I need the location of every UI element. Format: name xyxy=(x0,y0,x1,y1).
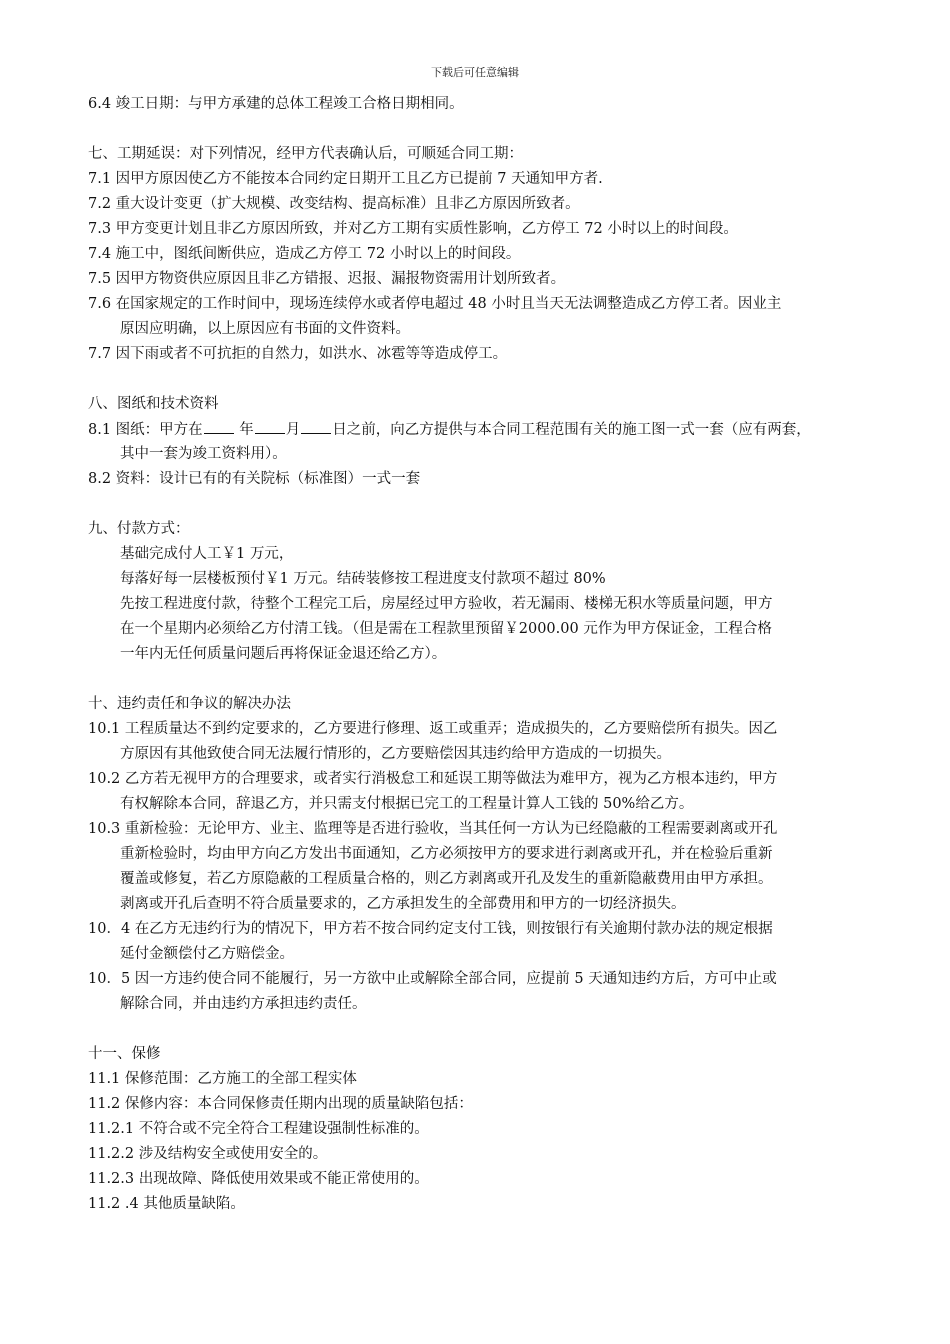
clause-6-4: 6.4 竣工日期：与甲方承建的总体工程竣工合格日期相同。 xyxy=(88,96,464,112)
spacer xyxy=(88,492,888,517)
clause-11-2: 11.2 保修内容：本合同保修责任期内出现的质量缺陷包括： xyxy=(88,1096,473,1112)
clause-8-1 xyxy=(88,417,888,442)
section-7-title: 七、工期延误：对下列情况，经甲方代表确认后，可顺延合同工期： xyxy=(88,146,523,162)
contract-document xyxy=(88,92,888,1217)
clause-7-6-cont: 原因应明确，以上原因应有书面的文件资料。 xyxy=(120,321,410,337)
clause-11-2-2: 11.2.2 涉及结构安全或使用安全的。 xyxy=(88,1146,328,1162)
clause-8-1-suffix: 日之前，向乙方提供与本合同工程范围有关的施工图一式一套（应有两套， xyxy=(332,422,811,438)
clause-10-4: 10．4 在乙方无违约行为的情况下，甲方若不按合同约定支付工钱，则按银行有关逾期付款办法的规定根据 xyxy=(88,921,773,937)
clause-8-1-cont: 其中一套为竣工资料用）。 xyxy=(120,446,287,462)
clause-11-1: 11.1 保修范围：乙方施工的全部工程实体 xyxy=(88,1071,357,1087)
clause-7-6: 7.6 在国家规定的工作时间中，现场连续停水或者停电超过 48 小时且当天无法调整造成乙方停工者。因业主 xyxy=(88,296,782,312)
clause-11-2-1: 11.2.1 不符合或不完全符合工程建设强制性标准的。 xyxy=(88,1121,429,1137)
day-blank xyxy=(301,417,331,434)
section-11-title: 十一、保修 xyxy=(88,1046,161,1062)
spacer xyxy=(88,1017,888,1042)
clause-7-4: 7.4 施工中，图纸间断供应，造成乙方停工 72 小时以上的时间段。 xyxy=(88,246,521,262)
section-9-title: 九、付款方式： xyxy=(88,521,190,537)
spacer xyxy=(88,117,888,142)
clause-10-3: 10.3 重新检验：无论甲方、业主、监理等是否进行验收，当其任何一方认为已经隐蔽的工程需要剥离或开孔 xyxy=(88,821,778,837)
clause-8-2: 8.2 资料：设计已有的有关院标（标准图）一式一套 xyxy=(88,471,421,487)
spacer xyxy=(88,367,888,392)
clause-10-5-cont: 解除合同，并由违约方承担违约责任。 xyxy=(120,996,367,1012)
clause-10-2-cont: 有权解除本合同，辞退乙方，并只需支付根据已完工的工程量计算人工钱的 50%给乙方。 xyxy=(120,796,694,812)
section-10-title: 十、违约责任和争议的解决办法 xyxy=(88,696,291,712)
month-blank xyxy=(255,417,285,434)
year-blank xyxy=(204,417,234,434)
page-header: 下载后可任意编辑 xyxy=(431,66,519,79)
clause-10-5: 10．5 因一方违约使合同不能履行，另一方欲中止或解除全部合同，应提前 5 天通知违约方后，方可中止或 xyxy=(88,971,777,987)
clause-10-1: 10.1 工程质量达不到约定要求的，乙方要进行修理、返工或重弄；造成损失的，乙方要赔偿所有损失。因乙 xyxy=(88,721,778,737)
payment-1: 基础完成付人工￥1 万元， xyxy=(120,546,294,562)
clause-7-3: 7.3 甲方变更计划且非乙方原因所致，并对乙方工期有实质性影响，乙方停工 72 小时以上的时间段。 xyxy=(88,221,738,237)
payment-3-cont2: 一年内无任何质量问题后再将保证金退还给乙方）。 xyxy=(120,646,447,662)
clause-10-3-cont2: 覆盖或修复，若乙方原隐蔽的工程质量合格的，则乙方剥离或开孔及发生的重新隐蔽费用由甲方承担。 xyxy=(120,871,773,887)
payment-3-cont: 在一个星期内必须给乙方付清工钱。（但是需在工程款里预留￥2000.00 元作为甲方保证金，工程合格 xyxy=(120,621,772,637)
clause-10-2: 10.2 乙方若无视甲方的合理要求，或者实行消极怠工和延误工期等做法为难甲方，视为乙方根本违约，甲方 xyxy=(88,771,778,787)
clause-11-2-4: 11.2 .4 其他质量缺陷。 xyxy=(88,1196,245,1212)
month-label: 月 xyxy=(285,422,301,438)
clause-10-3-cont3: 剥离或开孔后查明不符合质量要求的，乙方承担发生的全部费用和甲方的一切经济损失。 xyxy=(120,896,686,912)
clause-11-2-3: 11.2.3 出现故障、降低使用效果或不能正常使用的。 xyxy=(88,1171,429,1187)
section-8-title: 八、图纸和技术资料 xyxy=(88,396,219,412)
clause-10-4-cont: 延付金额偿付乙方赔偿金。 xyxy=(120,946,294,962)
year-label: 年 xyxy=(239,422,254,438)
clause-7-7: 7.7 因下雨或者不可抗拒的自然力，如洪水、冰雹等等造成停工。 xyxy=(88,346,508,362)
clause-8-1-prefix: 8.1 图纸：甲方在 xyxy=(88,422,203,438)
spacer xyxy=(88,667,888,692)
payment-2: 每落好每一层楼板预付￥1 万元。结砖装修按工程进度支付款项不超过 80% xyxy=(120,571,606,587)
clause-7-2: 7.2 重大设计变更（扩大规模、改变结构、提高标准）且非乙方原因所致者。 xyxy=(88,196,580,212)
clause-7-1: 7.1 因甲方原因使乙方不能按本合同约定日期开工且乙方已提前 7 天通知甲方者. xyxy=(88,171,603,187)
clause-10-3-cont: 重新检验时，均由甲方向乙方发出书面通知，乙方必须按甲方的要求进行剥离或开孔，并在检验后重新 xyxy=(120,846,773,862)
clause-10-1-cont: 方原因有其他致使合同无法履行情形的，乙方要赔偿因其违约给甲方造成的一切损失。 xyxy=(120,746,671,762)
payment-3: 先按工程进度付款，待整个工程完工后，房屋经过甲方验收，若无漏雨、楼梯无积水等质量问题，甲方 xyxy=(120,596,773,612)
clause-7-5: 7.5 因甲方物资供应原因且非乙方错报、迟报、漏报物资需用计划所致者。 xyxy=(88,271,566,287)
